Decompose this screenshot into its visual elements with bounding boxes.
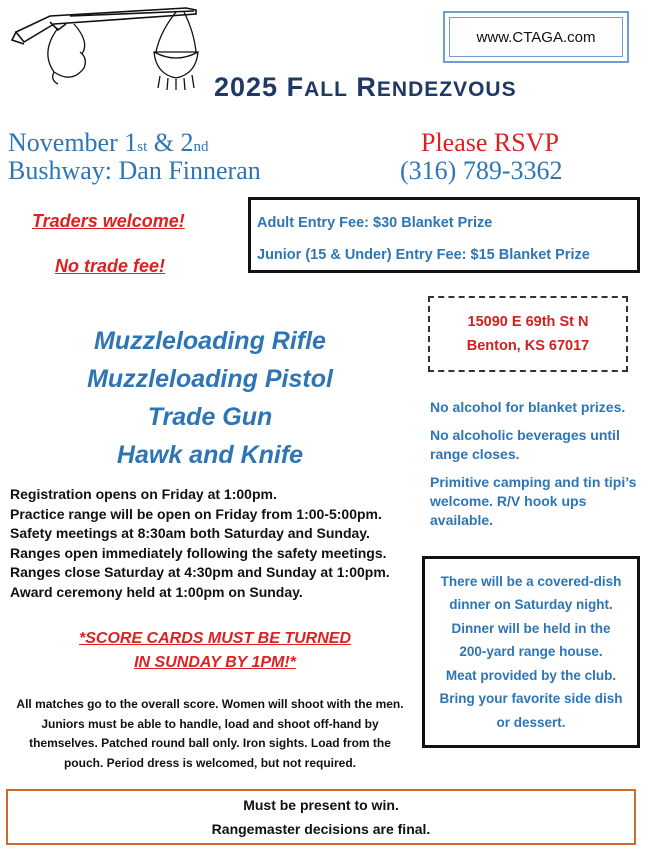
event-item: Hawk and Knife <box>116 441 304 469</box>
match-rules: All matches go to the overall score. Women will shoot with the men. Juniors must be able to handle, load and shoot off-hand by themselves. Patched round ball only. Iron sights. Load from the pouch. Period dress is welcomed, but not required. <box>16 697 404 770</box>
dinner-line: There will be a covered-dish <box>440 573 622 589</box>
date-suffix-1: st <box>137 139 148 155</box>
schedule-item: Ranges close Saturday at 4:30pm and Sunday at 1:00pm. <box>10 564 390 580</box>
dinner-line: Meat provided by the club. <box>445 667 617 683</box>
dinner-line: dinner on Saturday night. <box>449 597 613 613</box>
no-trade-fee: No trade fee! <box>55 256 166 276</box>
score-card-notice <box>40 627 390 675</box>
note-item: Primitive camping and tin tipi’s welcome. R/V hook ups available. <box>430 474 637 528</box>
website-url[interactable]: www.CTAGA.com <box>449 17 623 57</box>
website-box <box>443 11 629 63</box>
event-item: Muzzleloading Rifle <box>94 327 326 355</box>
footer-box <box>6 789 636 845</box>
footer-line: Rangemaster decisions are final. <box>211 821 431 837</box>
rsvp-phone[interactable]: (316) 789-3362 <box>400 156 563 185</box>
schedule-item: Registration opens on Friday at 1:00pm. <box>10 486 277 502</box>
dinner-line: 200-yard range house. <box>459 644 603 660</box>
junior-fee: Junior (15 & Under) Entry Fee: $15 Blanket Prize <box>257 247 590 263</box>
dinner-line: Bring your favorite side dish <box>439 691 623 707</box>
schedule-item: Safety meetings at 8:30am both Saturday and Sunday. <box>10 525 370 541</box>
page-title <box>214 72 634 103</box>
rsvp-label: Please RSVP <box>421 128 559 157</box>
title-rendezvous-cap: R <box>356 72 377 102</box>
event-item: Trade Gun <box>147 403 273 431</box>
score-card-line: IN SUNDAY BY 1PM!* <box>134 654 296 671</box>
title-rendezvous-rest: ENDEZVOUS <box>376 78 517 101</box>
note-item: No alcoholic beverages until range closes. <box>430 427 620 462</box>
title-fall-cap: F <box>286 72 305 102</box>
address-city: Benton, KS 67017 <box>466 338 590 354</box>
bushway: Bushway: Dan Finneran <box>8 156 261 185</box>
adult-fee: Adult Entry Fee: $30 Blanket Prize <box>257 215 493 231</box>
event-date <box>8 128 209 158</box>
schedule-item: Award ceremony held at 1:00pm on Sunday. <box>10 583 303 600</box>
address-street: 15090 E 69th St N <box>467 314 589 330</box>
traders-welcome: Traders welcome! <box>32 211 185 231</box>
notes-list <box>430 398 640 539</box>
rifle-and-powder-horn-icon <box>10 2 200 90</box>
title-year: 2025 <box>214 72 287 102</box>
dinner-box <box>422 556 640 748</box>
entry-fee-box <box>248 197 640 273</box>
score-card-line: *SCORE CARDS MUST BE TURNED <box>78 630 351 647</box>
date-text-1: November 1 <box>8 128 138 157</box>
address-box <box>428 296 628 372</box>
schedule-item: Ranges open immediately following the safety meetings. <box>10 544 387 561</box>
event-item: Muzzleloading Pistol <box>87 365 333 393</box>
date-suffix-2: nd <box>193 139 209 155</box>
footer-line: Must be present to win. <box>243 797 399 813</box>
date-text-2: & 2 <box>147 128 194 157</box>
dinner-line: Dinner will be held in the <box>451 620 611 636</box>
schedule-item: Practice range will be open on Friday from 1:00-5:00pm. <box>10 505 382 522</box>
note-item: No alcohol for blanket prizes. <box>430 399 626 415</box>
title-fall-rest: ALL <box>304 78 348 101</box>
events-list <box>40 322 380 474</box>
dinner-line: or dessert. <box>496 714 566 730</box>
schedule-list <box>10 485 410 602</box>
